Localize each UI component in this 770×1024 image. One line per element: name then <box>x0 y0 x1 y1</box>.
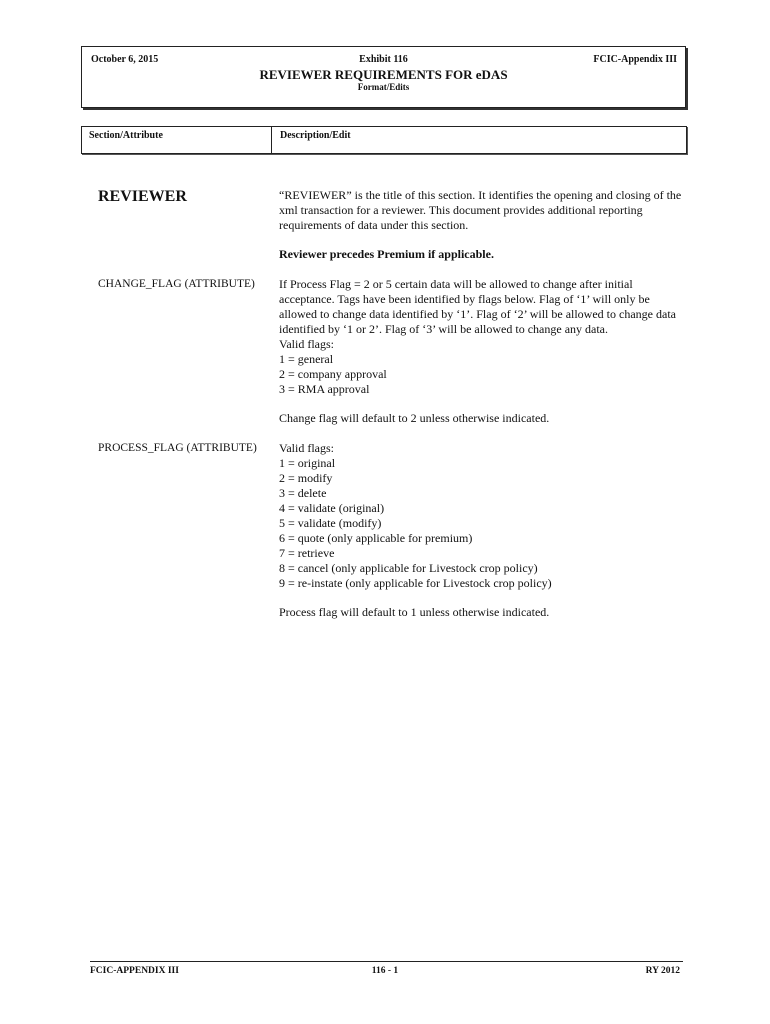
section-title: REVIEWER <box>98 188 187 205</box>
process-flag-default-note: Process flag will default to 1 unless otherwise indicated. <box>279 605 550 619</box>
process-flag-item: 8 = cancel (only applicable for Livestock crop policy) <box>279 561 538 575</box>
process-flag-item: 6 = quote (only applicable for premium) <box>279 531 473 545</box>
header-date: October 6, 2015 <box>91 54 159 65</box>
process-flag-item: 3 = delete <box>279 486 327 500</box>
change-flag-item: 1 = general <box>279 352 334 366</box>
column-header-section: Section/Attribute <box>89 130 163 141</box>
process-flag-valid-label: Valid flags: <box>279 441 334 455</box>
header-subtitle: Format/Edits <box>357 82 410 92</box>
change-flag-description: If Process Flag = 2 or 5 certain data will be allowed to change after initial acceptance. Tags have been identified by flags below. Flag of ‘1’ will only be allowed to change data identified by ‘1’. Flag of ‘2’ will be allowed to change data identified by ‘1 or 2’. Flag of ‘3’ will be allowed to change any data. <box>279 277 676 336</box>
process-flag-item: 5 = validate (modify) <box>279 516 382 530</box>
footer-page-number: 116 - 1 <box>371 966 399 976</box>
footer-reinsurance-year: RY 2012 <box>645 966 680 976</box>
process-flag-item: 2 = modify <box>279 471 333 485</box>
change-flag-block <box>279 277 684 426</box>
change-flag-valid-label: Valid flags: <box>279 337 334 351</box>
process-flag-block <box>279 441 684 620</box>
header-exhibit: Exhibit 116 <box>359 54 408 65</box>
change-flag-default-note: Change flag will default to 2 unless otherwise indicated. <box>279 411 550 425</box>
process-flag-item: 9 = re-instate (only applicable for Livestock crop policy) <box>279 576 552 590</box>
change-flag-item: 2 = company approval <box>279 367 387 381</box>
section-note: Reviewer precedes Premium if applicable. <box>279 247 494 261</box>
header-box <box>81 46 686 108</box>
change-flag-label: CHANGE_FLAG (ATTRIBUTE) <box>98 278 255 290</box>
header-appendix: FCIC-Appendix III <box>593 54 677 65</box>
section-description: “REVIEWER” is the title of this section. It identifies the opening and closing of the xml transaction for a reviewer. This document provides additional reporting requirements of data under this section. <box>279 188 682 232</box>
section-description-block <box>279 188 684 262</box>
column-divider <box>271 127 272 153</box>
process-flag-label: PROCESS_FLAG (ATTRIBUTE) <box>98 442 257 454</box>
process-flag-item: 4 = validate (original) <box>279 501 385 515</box>
column-header-description: Description/Edit <box>280 130 351 141</box>
column-header-box <box>81 126 687 154</box>
process-flag-item: 7 = retrieve <box>279 546 335 560</box>
change-flag-item: 3 = RMA approval <box>279 382 370 396</box>
footer-appendix: FCIC-APPENDIX III <box>90 966 179 976</box>
process-flag-item: 1 = original <box>279 456 336 470</box>
footer-rule <box>90 961 683 962</box>
header-title: REVIEWER REQUIREMENTS FOR eDAS <box>259 67 508 82</box>
